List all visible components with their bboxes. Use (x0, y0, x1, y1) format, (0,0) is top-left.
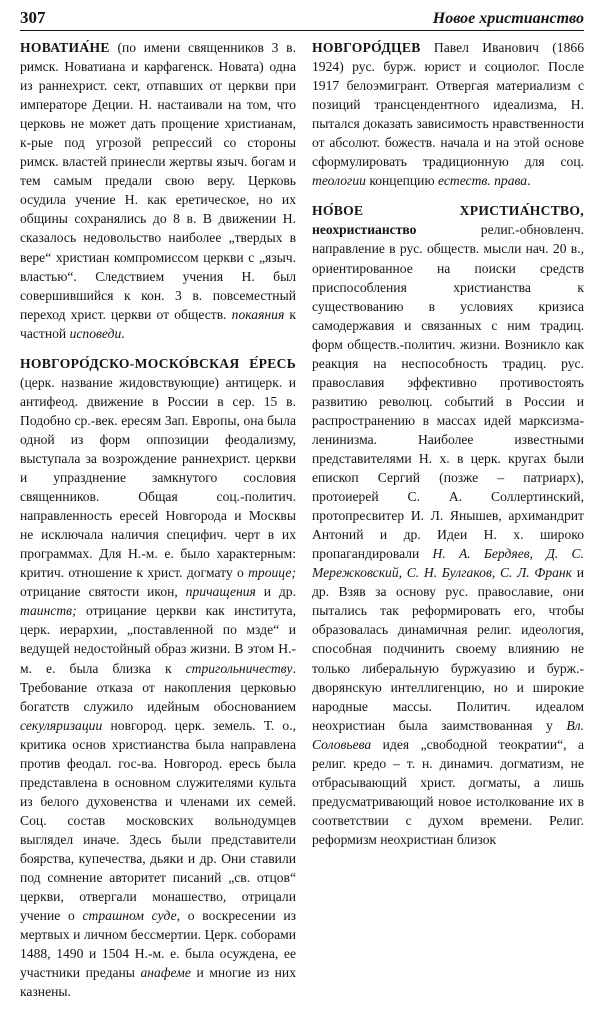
cross-reference-term: стригольничеству (185, 660, 293, 676)
synonym-term: неохристианство (312, 222, 417, 238)
cross-reference-term: Вл. Соловьева (312, 717, 584, 752)
entry-text: к частной (20, 306, 296, 341)
entry-novgorod-moscow-heresy (20, 354, 296, 1002)
cross-reference-term: троице; (248, 565, 296, 581)
cross-reference-term: Н. А. Бердяев, Д. С. Мережковский, С. Н. Булгаков, С. Л. Франк (312, 546, 584, 581)
entry-new-christianity (312, 201, 584, 849)
cross-reference-term: исповеди (69, 325, 122, 341)
text-columns (20, 38, 584, 1012)
entry-text: концепцию (365, 173, 438, 189)
page-number: 307 (20, 8, 46, 27)
entry-text: . (121, 325, 125, 341)
entry-text: религ.-обновленч. направление в рус. обществ. мысли нач. 20 в., ориентированное на поиски средств приспособления христианства к существованию в условиях кризиса самодержавия и связанных с ним традиц. форм обществ.-политич. жизни. Возникло как реакция на неспособность традиц. рус. православия эффективно противостоять развитию революц. событий в России и распространению в массах идей марксизма-ленинизма. Наиболее известными представителями Н. х. в церк. кругах были епископ Сергий (позже – патриарх), протоиерей С. А. Соллертинский, протопресвитер И. Л. Янышев, архимандрит Антоний и др. Идеи Н. х. широко пропагандировали (312, 222, 584, 562)
cross-reference-term: секуляризации (20, 717, 103, 733)
entry-headword: НО́ВОЕ ХРИСТИА́НСТВО, (312, 203, 584, 219)
entry-text: отрицание церкви как института, церк. иерархии, „поставленной по мзде“ и ведущей недостойный образ жизни. В этом Н.-м. е. была близка к (20, 603, 296, 676)
cross-reference-term: теологии (312, 173, 366, 189)
column-left (20, 38, 296, 1012)
column-right (312, 38, 584, 1012)
entry-text: , о воскресении из мертвых и личном бессмертии. Церк. соборами 1488, 1490 и 1504 Н.-м. е. была осуждена, ее участники преданы (20, 908, 296, 981)
cross-reference-term: страшном суде (82, 908, 177, 924)
page-header (20, 8, 584, 31)
entry-headword: НОВГОРО́ДЦЕВ (312, 40, 421, 55)
entry-text: новгород. церк. земель. Т. о., критика основ христианства была направлена против феодал. гос-ва. Новгород. ересь была представлена в основном служителями культа из белого духовенства и членами их семей. Соц. состав московских вольнодумцев выглядел иначе. Здесь были представители боярства, купечества, дьяки и др. Они ставили под сомнение авторитет писаний „св. отцов“ церкви, отвергали монашество, отрицали учение о (20, 717, 296, 924)
running-head: Новое христианство (432, 10, 584, 27)
entry-text: идея „свободной теократии“, а религ. кредо – т. н. динамич. догматизм, не отбрасывающий христ. догматы, а лишь предусматривающий новое истолкование их в соответствии с духом времени. Религ. реформизм неохристиан близок (312, 736, 584, 847)
entry-text: . Требование отказа от накопления церковью богатств служило идейным обоснованием (20, 660, 296, 714)
entry-text: и многие из них казнены. (20, 965, 297, 1000)
entry-novgorodtsev (312, 38, 584, 190)
entry-text: (по имени священников 3 в. римск. Новатиана и карфагенск. Новата) одна из раннехрист. сект, отпавших от церкви при императоре Деции. Н. настаивали на том, что церковь не может дать прощение христианам, к-рые под угрозой репрессий со стороны римск. властей принесли жертвы языч. богам и тем самым предали свою веру. Церковь осудила учение Н. как еретическое, но их общины сохранялись до 8 в. В движении Н. сказалось недовольство наиболее „твердых в вере“ христиан компромиссом церкви с „языч. властью“. Следствием учения Н. был совершившийся к кон. 3 в. повсеместный переход христ. церкви от обществ. (20, 40, 296, 322)
cross-reference-term: анафеме (140, 965, 191, 981)
entry-headword: НОВАТИА́НЕ (20, 40, 110, 55)
entry-novatiane (20, 38, 296, 343)
entry-text: отрицание святости икон, (20, 584, 186, 600)
cross-reference-term: покаяния (231, 306, 285, 322)
entry-text: и др. (255, 584, 296, 600)
cross-reference-term: причащения (185, 584, 256, 600)
entry-text: и др. Взяв за основу рус. православие, они пытались так реформировать его, чтобы образовалась динамичная религ. идеология, способная подчинить своему влиянию не только либеральную буржуазию и бурж.-дворянскую интеллигенцию, но и широкие народные массы. Политич. идеалом неохристиан была заимствованная у (312, 565, 584, 733)
entry-text: Павел Иванович (1866 1924) рус. бурж. юрист и социолог. После 1917 белоэмигрант. Отвергая материализм с позиций трансцендентного идеализма, Н. пытался доказать зависимость нравственности от абсолют. божеств. начала и на этой основе сформулировать традиционную для соц. (312, 40, 584, 170)
cross-reference-term: естеств. права (438, 173, 528, 189)
entry-text: (церк. название жидовствующие) антицерк. и антифеод. движение в России в сер. 15 в. Подобно ср.-век. ересям Зап. Европы, она была одной из форм оппозиции феодализму, выступала за возрождение раннехрист. церкви и упразднение замкнутого сословия священников. Общая соц.-политич. направленность ересей Новгорода и Москвы не исключала наличия специфич. черт в их программах. Для Н.-м. е. было характерным: критич. отношение к христ. догмату о (20, 374, 296, 581)
entry-headword: НОВГОРО́ДСКО-МОСКО́ВСКАЯ Е́РЕСЬ (20, 355, 296, 371)
entry-text: . (527, 173, 531, 189)
cross-reference-term: таинств; (20, 603, 77, 619)
